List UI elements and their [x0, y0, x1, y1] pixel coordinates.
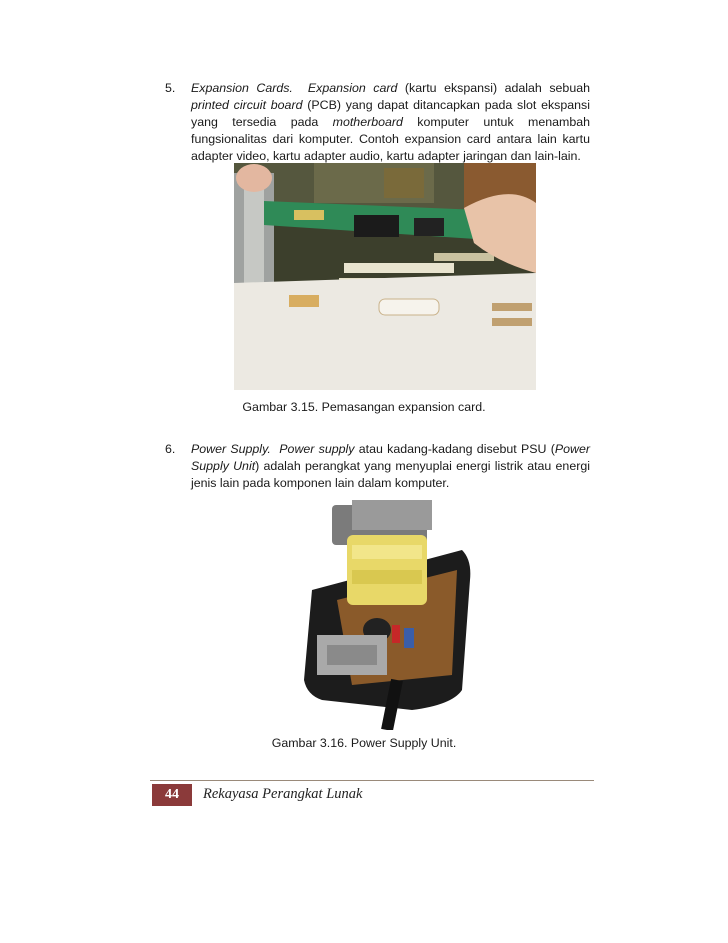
item-number: 6.: [165, 442, 176, 456]
expansion-card-photo: [234, 163, 536, 390]
item-number: 5.: [165, 81, 176, 95]
figure-caption-3-15: Gambar 3.15. Pemasangan expansion card.: [242, 400, 486, 414]
list-item-power-supply: [165, 441, 590, 492]
figure-caption-3-16: Gambar 3.16. Power Supply Unit.: [271, 736, 457, 750]
item-term-repeat: Expansion card: [307, 81, 398, 95]
power-supply-photo: [292, 490, 476, 730]
item-term: Expansion Cards.: [191, 81, 293, 95]
item-paragraph: Expansion Cards. Expansion card (kartu ekspansi) adalah sebuah printed circuit board (PCB) yang dapat ditancapkan pada slot ekspansi yang tersedia pada motherboard komputer untuk menambah fungsionalitas dari komputer. Contoh expansion card antara lain kartu adapter video, kartu adapter audio, kartu adapter jaringan dan lain-lain.: [191, 81, 591, 163]
power-supply-illustration: [292, 490, 476, 730]
list-item-expansion-cards: [165, 80, 590, 165]
item-paragraph: Power Supply. Power supply atau kadang-kadang disebut PSU (Power Supply Unit) adalah perangkat yang menyuplai energi listrik atau energi jenis lain pada komponen lain dalam komputer.: [191, 442, 590, 490]
footer-title: Rekayasa Perangkat Lunak: [203, 786, 363, 802]
item-term: Power Supply.: [191, 442, 271, 456]
page-number: 44: [152, 784, 192, 806]
item-term-repeat: Power supply: [279, 442, 355, 456]
expansion-card-illustration: [234, 163, 536, 390]
footer-divider: [150, 780, 594, 781]
